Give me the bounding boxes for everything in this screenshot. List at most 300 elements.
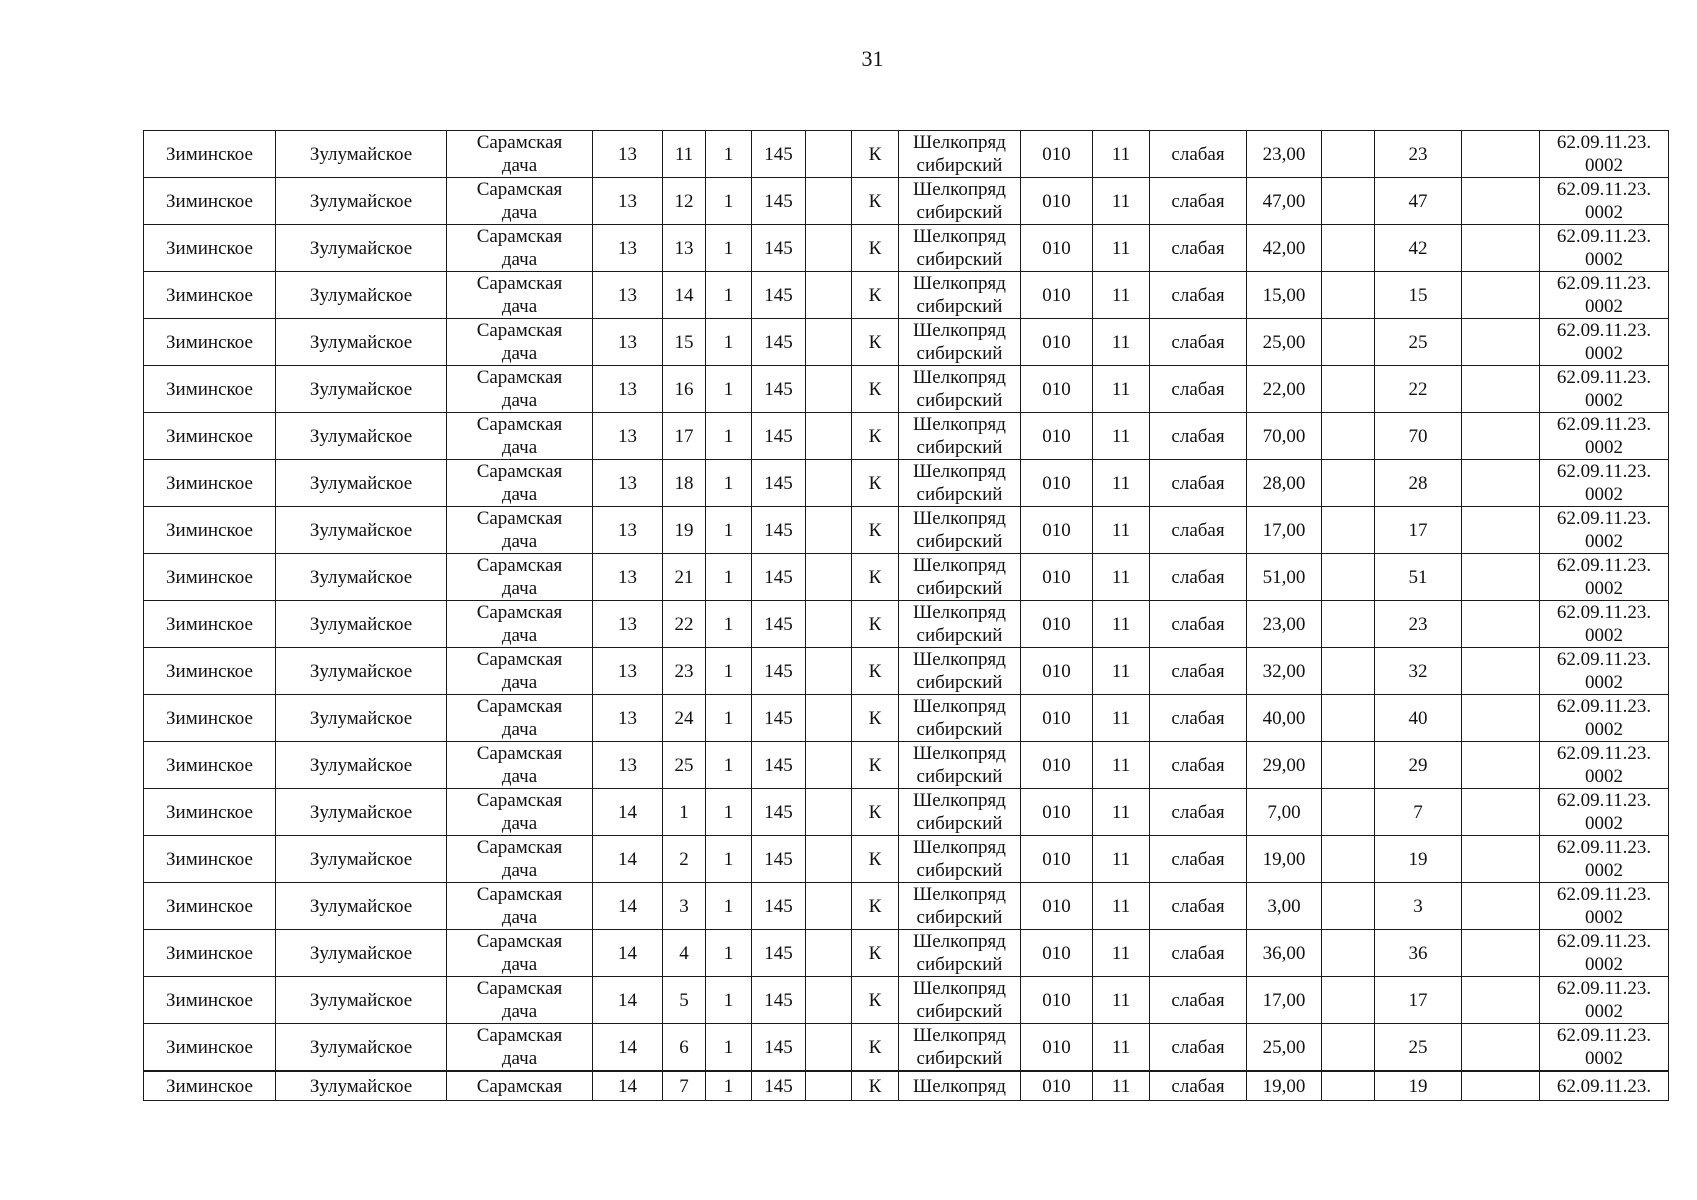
- cell-record-number: 62.09.11.23. 0002: [1540, 272, 1669, 319]
- cell-code-11: 11: [1093, 225, 1150, 272]
- cell-area: 51,00: [1247, 554, 1322, 601]
- cell-record-number: 62.09.11.23. 0002: [1540, 883, 1669, 930]
- cell-district-forestry: Зулумайское: [276, 977, 447, 1024]
- cell-pest-name: Шелкопряд сибирский: [899, 413, 1021, 460]
- cell-code-010: 010: [1021, 695, 1093, 742]
- cell-quarter: 13: [593, 648, 663, 695]
- cell-blank-col-15: [1322, 225, 1375, 272]
- cell-subsection: 1: [706, 413, 752, 460]
- cell-pest-name: Шелкопряд сибирский: [899, 319, 1021, 366]
- cell-blank-col-15: [1322, 883, 1375, 930]
- cell-code-145: 145: [752, 742, 806, 789]
- cell-code-010: 010: [1021, 930, 1093, 977]
- cell-blank-col-8: [806, 272, 852, 319]
- cell-forestry: Зиминское: [144, 883, 276, 930]
- cell-area: 28,00: [1247, 460, 1322, 507]
- cell-record-number: 62.09.11.23. 0002: [1540, 178, 1669, 225]
- cell-blank-col-17: [1462, 648, 1540, 695]
- cell-blank-col-8: [806, 883, 852, 930]
- cell-blank-col-15: [1322, 742, 1375, 789]
- cell-damage-degree: слабая: [1150, 272, 1247, 319]
- cell-blank-col-8: [806, 507, 852, 554]
- cell-quarter: 13: [593, 413, 663, 460]
- cell-dacha: Сарамская дача: [447, 742, 593, 789]
- cell-subsection: 1: [706, 977, 752, 1024]
- cell-record-number: 62.09.11.23.: [1540, 1071, 1669, 1101]
- cell-code-11: 11: [1093, 319, 1150, 366]
- cell-code-11: 11: [1093, 1024, 1150, 1072]
- cell-blank-col-15: [1322, 319, 1375, 366]
- cell-dacha: Сарамская дача: [447, 789, 593, 836]
- cell-species-code: К: [852, 789, 899, 836]
- cell-blank-col-17: [1462, 1024, 1540, 1072]
- cell-forestry: Зиминское: [144, 272, 276, 319]
- cell-subsection: 1: [706, 648, 752, 695]
- cell-code-145: 145: [752, 319, 806, 366]
- cell-quarter: 13: [593, 178, 663, 225]
- cell-code-010: 010: [1021, 131, 1093, 178]
- cell-subsection: 1: [706, 1071, 752, 1101]
- cell-quarter: 13: [593, 319, 663, 366]
- cell-species-code: К: [852, 319, 899, 366]
- cell-section: 16: [663, 366, 706, 413]
- cell-species-code: К: [852, 836, 899, 883]
- cell-blank-col-15: [1322, 460, 1375, 507]
- cell-blank-col-8: [806, 836, 852, 883]
- cell-pest-name: Шелкопряд сибирский: [899, 601, 1021, 648]
- cell-area-rounded: 3: [1375, 883, 1462, 930]
- cell-damage-degree: слабая: [1150, 413, 1247, 460]
- cell-species-code: К: [852, 977, 899, 1024]
- cell-forestry: Зиминское: [144, 695, 276, 742]
- cell-code-145: 145: [752, 272, 806, 319]
- cell-quarter: 13: [593, 460, 663, 507]
- cell-quarter: 14: [593, 1024, 663, 1072]
- cell-species-code: К: [852, 1024, 899, 1072]
- cell-record-number: 62.09.11.23. 0002: [1540, 601, 1669, 648]
- cell-blank-col-17: [1462, 507, 1540, 554]
- cell-district-forestry: Зулумайское: [276, 319, 447, 366]
- cell-code-11: 11: [1093, 883, 1150, 930]
- cell-subsection: 1: [706, 601, 752, 648]
- cell-forestry: Зиминское: [144, 319, 276, 366]
- cell-area: 25,00: [1247, 319, 1322, 366]
- cell-quarter: 13: [593, 366, 663, 413]
- cell-blank-col-8: [806, 695, 852, 742]
- cell-area-rounded: 22: [1375, 366, 1462, 413]
- cell-code-010: 010: [1021, 742, 1093, 789]
- cell-area: 19,00: [1247, 1071, 1322, 1101]
- cell-damage-degree: слабая: [1150, 460, 1247, 507]
- cell-damage-degree: слабая: [1150, 178, 1247, 225]
- cell-blank-col-8: [806, 977, 852, 1024]
- cell-pest-name: Шелкопряд сибирский: [899, 460, 1021, 507]
- cell-section: 5: [663, 977, 706, 1024]
- cell-district-forestry: Зулумайское: [276, 789, 447, 836]
- table-row: [144, 460, 1669, 507]
- cell-damage-degree: слабая: [1150, 319, 1247, 366]
- cell-code-145: 145: [752, 178, 806, 225]
- cell-section: 7: [663, 1071, 706, 1101]
- cell-forestry: Зиминское: [144, 836, 276, 883]
- cell-code-145: 145: [752, 977, 806, 1024]
- table-row: [144, 930, 1669, 977]
- cell-code-11: 11: [1093, 742, 1150, 789]
- cell-record-number: 62.09.11.23. 0002: [1540, 131, 1669, 178]
- cell-code-11: 11: [1093, 178, 1150, 225]
- cell-code-010: 010: [1021, 272, 1093, 319]
- cell-blank-col-17: [1462, 413, 1540, 460]
- cell-code-010: 010: [1021, 836, 1093, 883]
- cell-blank-col-17: [1462, 131, 1540, 178]
- registry-table-body: [144, 131, 1669, 1101]
- cell-pest-name: Шелкопряд сибирский: [899, 554, 1021, 601]
- table-row: [144, 977, 1669, 1024]
- cell-blank-col-15: [1322, 131, 1375, 178]
- cell-subsection: 1: [706, 319, 752, 366]
- cell-dacha: Сарамская дача: [447, 225, 593, 272]
- cell-code-11: 11: [1093, 272, 1150, 319]
- cell-area-rounded: 70: [1375, 413, 1462, 460]
- registry-table: [143, 130, 1669, 1101]
- cell-quarter: 13: [593, 225, 663, 272]
- cell-species-code: К: [852, 507, 899, 554]
- cell-area: 70,00: [1247, 413, 1322, 460]
- cell-blank-col-15: [1322, 601, 1375, 648]
- cell-dacha: Сарамская дача: [447, 1024, 593, 1072]
- cell-area-rounded: 7: [1375, 789, 1462, 836]
- cell-blank-col-15: [1322, 930, 1375, 977]
- cell-species-code: К: [852, 742, 899, 789]
- cell-section: 12: [663, 178, 706, 225]
- cell-blank-col-8: [806, 648, 852, 695]
- cell-section: 19: [663, 507, 706, 554]
- table-row: [144, 225, 1669, 272]
- cell-quarter: 14: [593, 1071, 663, 1101]
- cell-blank-col-17: [1462, 742, 1540, 789]
- cell-damage-degree: слабая: [1150, 789, 1247, 836]
- cell-code-145: 145: [752, 413, 806, 460]
- cell-code-11: 11: [1093, 601, 1150, 648]
- cell-code-11: 11: [1093, 460, 1150, 507]
- cell-section: 24: [663, 695, 706, 742]
- table-row: [144, 883, 1669, 930]
- cell-damage-degree: слабая: [1150, 366, 1247, 413]
- cell-code-11: 11: [1093, 366, 1150, 413]
- cell-code-010: 010: [1021, 789, 1093, 836]
- cell-damage-degree: слабая: [1150, 836, 1247, 883]
- cell-pest-name: Шелкопряд сибирский: [899, 225, 1021, 272]
- cell-section: 25: [663, 742, 706, 789]
- cell-species-code: К: [852, 178, 899, 225]
- cell-dacha: Сарамская дача: [447, 319, 593, 366]
- cell-dacha: Сарамская дача: [447, 930, 593, 977]
- cell-area: 17,00: [1247, 977, 1322, 1024]
- cell-code-11: 11: [1093, 695, 1150, 742]
- cell-blank-col-15: [1322, 507, 1375, 554]
- cell-area-rounded: 36: [1375, 930, 1462, 977]
- cell-blank-col-17: [1462, 930, 1540, 977]
- cell-species-code: К: [852, 695, 899, 742]
- cell-code-11: 11: [1093, 836, 1150, 883]
- cell-area-rounded: 42: [1375, 225, 1462, 272]
- cell-blank-col-17: [1462, 272, 1540, 319]
- cell-record-number: 62.09.11.23. 0002: [1540, 930, 1669, 977]
- cell-species-code: К: [852, 554, 899, 601]
- cell-blank-col-15: [1322, 178, 1375, 225]
- cell-blank-col-8: [806, 601, 852, 648]
- cell-blank-col-15: [1322, 836, 1375, 883]
- cell-area-rounded: 47: [1375, 178, 1462, 225]
- cell-pest-name: Шелкопряд сибирский: [899, 178, 1021, 225]
- cell-area-rounded: 15: [1375, 272, 1462, 319]
- cell-area-rounded: 28: [1375, 460, 1462, 507]
- cell-species-code: К: [852, 1071, 899, 1101]
- cell-forestry: Зиминское: [144, 601, 276, 648]
- cell-blank-col-15: [1322, 648, 1375, 695]
- cell-code-11: 11: [1093, 977, 1150, 1024]
- cell-dacha: Сарамская дача: [447, 695, 593, 742]
- cell-species-code: К: [852, 131, 899, 178]
- cell-dacha: Сарамская дача: [447, 554, 593, 601]
- cell-quarter: 14: [593, 789, 663, 836]
- cell-code-145: 145: [752, 1071, 806, 1101]
- cell-blank-col-17: [1462, 695, 1540, 742]
- cell-record-number: 62.09.11.23. 0002: [1540, 695, 1669, 742]
- cell-subsection: 1: [706, 1024, 752, 1072]
- cell-district-forestry: Зулумайское: [276, 460, 447, 507]
- cell-code-145: 145: [752, 366, 806, 413]
- cell-blank-col-8: [806, 554, 852, 601]
- cell-code-010: 010: [1021, 225, 1093, 272]
- cell-blank-col-15: [1322, 695, 1375, 742]
- page-number: 31: [861, 46, 884, 71]
- cell-record-number: 62.09.11.23. 0002: [1540, 977, 1669, 1024]
- cell-area-rounded: 32: [1375, 648, 1462, 695]
- cell-subsection: 1: [706, 178, 752, 225]
- cell-dacha: Сарамская дача: [447, 131, 593, 178]
- cell-code-010: 010: [1021, 178, 1093, 225]
- cell-blank-col-8: [806, 178, 852, 225]
- cell-section: 13: [663, 225, 706, 272]
- cell-area: 7,00: [1247, 789, 1322, 836]
- cell-damage-degree: слабая: [1150, 507, 1247, 554]
- table-row: [144, 789, 1669, 836]
- cell-pest-name: Шелкопряд сибирский: [899, 507, 1021, 554]
- cell-forestry: Зиминское: [144, 554, 276, 601]
- cell-blank-col-17: [1462, 977, 1540, 1024]
- cell-blank-col-8: [806, 789, 852, 836]
- cell-code-010: 010: [1021, 1071, 1093, 1101]
- cell-area-rounded: 29: [1375, 742, 1462, 789]
- cell-forestry: Зиминское: [144, 178, 276, 225]
- cell-blank-col-17: [1462, 319, 1540, 366]
- table-row: [144, 554, 1669, 601]
- cell-code-145: 145: [752, 789, 806, 836]
- cell-record-number: 62.09.11.23. 0002: [1540, 460, 1669, 507]
- cell-pest-name: Шелкопряд сибирский: [899, 883, 1021, 930]
- cell-species-code: К: [852, 460, 899, 507]
- cell-pest-name: Шелкопряд сибирский: [899, 1024, 1021, 1072]
- cell-damage-degree: слабая: [1150, 131, 1247, 178]
- cell-section: 17: [663, 413, 706, 460]
- cell-district-forestry: Зулумайское: [276, 648, 447, 695]
- cell-subsection: 1: [706, 225, 752, 272]
- cell-species-code: К: [852, 883, 899, 930]
- cell-blank-col-17: [1462, 225, 1540, 272]
- cell-district-forestry: Зулумайское: [276, 742, 447, 789]
- cell-record-number: 62.09.11.23. 0002: [1540, 554, 1669, 601]
- cell-code-010: 010: [1021, 1024, 1093, 1072]
- cell-quarter: 13: [593, 507, 663, 554]
- cell-code-145: 145: [752, 507, 806, 554]
- cell-code-010: 010: [1021, 554, 1093, 601]
- cell-code-11: 11: [1093, 789, 1150, 836]
- cell-forestry: Зиминское: [144, 1071, 276, 1101]
- cell-subsection: 1: [706, 930, 752, 977]
- table-row: [144, 131, 1669, 178]
- cell-record-number: 62.09.11.23. 0002: [1540, 648, 1669, 695]
- cell-record-number: 62.09.11.23. 0002: [1540, 836, 1669, 883]
- cell-code-010: 010: [1021, 648, 1093, 695]
- cell-area: 22,00: [1247, 366, 1322, 413]
- cell-blank-col-17: [1462, 178, 1540, 225]
- cell-district-forestry: Зулумайское: [276, 507, 447, 554]
- cell-blank-col-17: [1462, 554, 1540, 601]
- cell-blank-col-8: [806, 742, 852, 789]
- cell-area-rounded: 51: [1375, 554, 1462, 601]
- cell-species-code: К: [852, 648, 899, 695]
- cell-blank-col-8: [806, 413, 852, 460]
- cell-blank-col-8: [806, 1024, 852, 1072]
- table-row: [144, 178, 1669, 225]
- cell-damage-degree: слабая: [1150, 977, 1247, 1024]
- cell-district-forestry: Зулумайское: [276, 554, 447, 601]
- cell-pest-name: Шелкопряд сибирский: [899, 695, 1021, 742]
- cell-code-010: 010: [1021, 413, 1093, 460]
- cell-district-forestry: Зулумайское: [276, 930, 447, 977]
- cell-damage-degree: слабая: [1150, 883, 1247, 930]
- table-row: [144, 507, 1669, 554]
- cell-section: 14: [663, 272, 706, 319]
- cell-blank-col-17: [1462, 789, 1540, 836]
- cell-area: 17,00: [1247, 507, 1322, 554]
- cell-pest-name: Шелкопряд сибирский: [899, 272, 1021, 319]
- cell-pest-name: Шелкопряд сибирский: [899, 131, 1021, 178]
- cell-blank-col-15: [1322, 1071, 1375, 1101]
- cell-damage-degree: слабая: [1150, 554, 1247, 601]
- cell-subsection: 1: [706, 131, 752, 178]
- cell-code-145: 145: [752, 648, 806, 695]
- cell-dacha: Сарамская: [447, 1071, 593, 1101]
- cell-quarter: 14: [593, 883, 663, 930]
- cell-code-11: 11: [1093, 413, 1150, 460]
- cell-code-145: 145: [752, 836, 806, 883]
- cell-district-forestry: Зулумайское: [276, 178, 447, 225]
- cell-dacha: Сарамская дача: [447, 977, 593, 1024]
- cell-quarter: 14: [593, 836, 663, 883]
- cell-blank-col-8: [806, 1071, 852, 1101]
- cell-code-010: 010: [1021, 883, 1093, 930]
- cell-code-11: 11: [1093, 648, 1150, 695]
- cell-district-forestry: Зулумайское: [276, 1024, 447, 1072]
- cell-section: 22: [663, 601, 706, 648]
- cell-record-number: 62.09.11.23. 0002: [1540, 742, 1669, 789]
- cell-section: 11: [663, 131, 706, 178]
- cell-blank-col-15: [1322, 1024, 1375, 1072]
- cell-forestry: Зиминское: [144, 789, 276, 836]
- cell-blank-col-17: [1462, 366, 1540, 413]
- cell-quarter: 13: [593, 742, 663, 789]
- cell-damage-degree: слабая: [1150, 1024, 1247, 1072]
- cell-subsection: 1: [706, 742, 752, 789]
- table-row: [144, 272, 1669, 319]
- cell-forestry: Зиминское: [144, 930, 276, 977]
- cell-section: 6: [663, 1024, 706, 1072]
- table-row: [144, 601, 1669, 648]
- cell-district-forestry: Зулумайское: [276, 413, 447, 460]
- cell-code-11: 11: [1093, 131, 1150, 178]
- cell-area-rounded: 23: [1375, 131, 1462, 178]
- cell-quarter: 14: [593, 930, 663, 977]
- cell-dacha: Сарамская дача: [447, 366, 593, 413]
- cell-subsection: 1: [706, 366, 752, 413]
- cell-dacha: Сарамская дача: [447, 883, 593, 930]
- cell-district-forestry: Зулумайское: [276, 1071, 447, 1101]
- cell-district-forestry: Зулумайское: [276, 695, 447, 742]
- cell-forestry: Зиминское: [144, 225, 276, 272]
- cell-dacha: Сарамская дача: [447, 507, 593, 554]
- cell-area: 47,00: [1247, 178, 1322, 225]
- cell-species-code: К: [852, 601, 899, 648]
- cell-damage-degree: слабая: [1150, 648, 1247, 695]
- cell-forestry: Зиминское: [144, 742, 276, 789]
- cell-area-rounded: 40: [1375, 695, 1462, 742]
- cell-blank-col-8: [806, 460, 852, 507]
- cell-blank-col-17: [1462, 1071, 1540, 1101]
- cell-code-145: 145: [752, 883, 806, 930]
- cell-area-rounded: 19: [1375, 836, 1462, 883]
- cell-quarter: 13: [593, 601, 663, 648]
- cell-forestry: Зиминское: [144, 977, 276, 1024]
- cell-forestry: Зиминское: [144, 366, 276, 413]
- cell-pest-name: Шелкопряд: [899, 1071, 1021, 1101]
- cell-area: 15,00: [1247, 272, 1322, 319]
- cell-code-145: 145: [752, 131, 806, 178]
- cell-blank-col-15: [1322, 272, 1375, 319]
- cell-area-rounded: 17: [1375, 977, 1462, 1024]
- cell-subsection: 1: [706, 460, 752, 507]
- cell-district-forestry: Зулумайское: [276, 225, 447, 272]
- cell-species-code: К: [852, 366, 899, 413]
- cell-pest-name: Шелкопряд сибирский: [899, 789, 1021, 836]
- cell-subsection: 1: [706, 836, 752, 883]
- cell-code-145: 145: [752, 554, 806, 601]
- table-row: [144, 1071, 1669, 1101]
- cell-code-010: 010: [1021, 977, 1093, 1024]
- cell-code-010: 010: [1021, 460, 1093, 507]
- cell-area: 23,00: [1247, 601, 1322, 648]
- cell-code-010: 010: [1021, 319, 1093, 366]
- cell-forestry: Зиминское: [144, 648, 276, 695]
- cell-blank-col-8: [806, 225, 852, 272]
- cell-species-code: К: [852, 930, 899, 977]
- cell-blank-col-8: [806, 366, 852, 413]
- table-row: [144, 319, 1669, 366]
- cell-blank-col-8: [806, 319, 852, 366]
- cell-district-forestry: Зулумайское: [276, 366, 447, 413]
- cell-damage-degree: слабая: [1150, 695, 1247, 742]
